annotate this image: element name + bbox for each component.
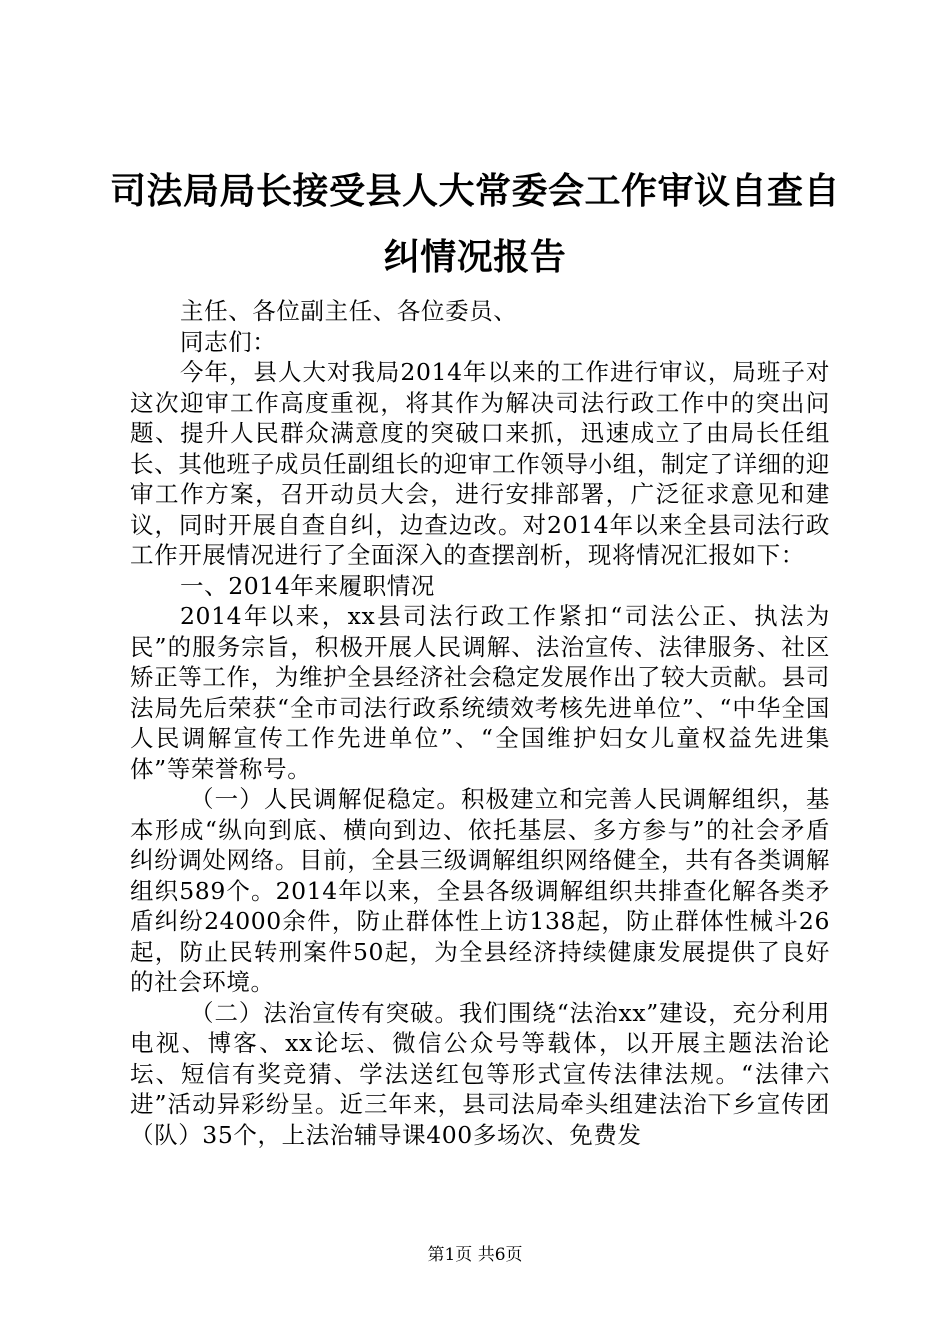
mediation-paragraph: （一）人民调解促稳定。积极建立和完善人民调解组织，基本形成“纵向到底、横向到边、依托基层、多方参与”的社会矛盾纠纷调处网络。目前，全县三级调解组织网络健全，共有各类调解组织589个。2014年以来，全县各级调解组织共排查化解各类矛盾纠纷24000余件，防止群体性上访138起，防止群体性械斗26起，防止民转刑案件50起，为全县经济持续健康发展提供了良好的社会环境。 xyxy=(130,785,830,996)
intro-paragraph: 今年，县人大对我局2014年以来的工作进行审议，局班子对这次迎审工作高度重视，将其作为解决司法行政工作中的突出问题、提升人民群众满意度的突破口来抓，迅速成立了由局长任组长、其他班子成员任副组长的迎审工作领导小组，制定了详细的迎审工作方案，召开动员大会，进行安排部署，广泛征求意见和建议，同时开展自查自纠，边查边改。对2014年以来全县司法行政工作开展情况进行了全面深入的查摆剖析，现将情况汇报如下： xyxy=(130,358,830,569)
document-title: 司法局局长接受县人大常委会工作审议自查自纠情况报告 xyxy=(110,170,841,278)
legal-publicity-paragraph: （二）法治宣传有突破。我们围绕“法治xx”建设，充分利用电视、博客、xx论坛、微信公众号等载体，以开展主题法治论坛、短信有奖竞猜、学法送红包等形式宣传法律法规。“法律六进”活动异彩纷呈。近三年来，县司法局牵头组建法治下乡宣传团（队）35个，上法治辅导课400多场次、免费发 xyxy=(130,998,830,1149)
section-heading: 一、2014年来履职情况 xyxy=(180,571,436,600)
document-body xyxy=(130,296,830,1150)
page-number: 第1页 共6页 xyxy=(427,1245,523,1265)
salutation-line-1: 主任、各位副主任、各位委员、 xyxy=(180,297,518,325)
overview-paragraph: 2014年以来，xx县司法行政工作紧扣“司法公正、执法为民”的服务宗旨，积极开展人民调解、法治宣传、法律服务、社区矫正等工作，为维护全县经济社会稳定发展作出了较大贡献。县司法局先后荣获“全市司法行政系统绩效考核先进单位”、“中华全国人民调解宣传工作先进单位”、“全国维护妇女儿童权益先进集体”等荣誉称号。 xyxy=(130,602,830,783)
salutation-line-2: 同志们： xyxy=(180,327,277,356)
